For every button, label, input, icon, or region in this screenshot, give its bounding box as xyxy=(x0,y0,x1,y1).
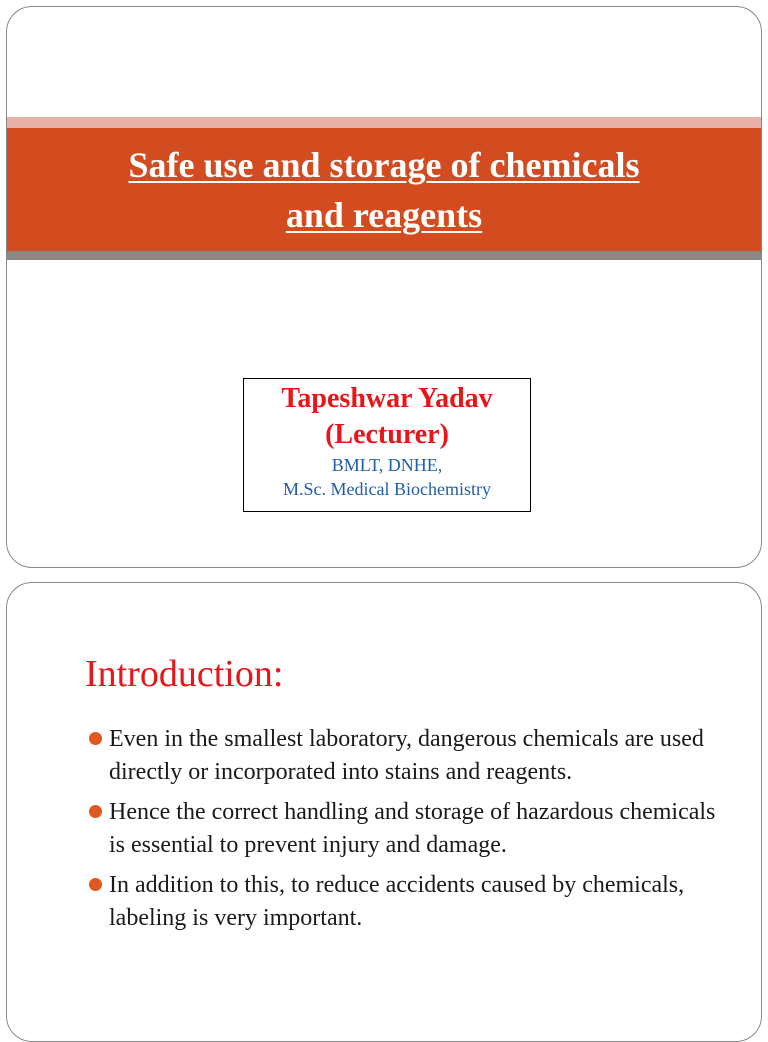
bullet-dot-icon xyxy=(89,805,102,818)
banner-bottom-band xyxy=(7,251,761,260)
author-box xyxy=(243,378,531,512)
introduction-heading: Introduction: xyxy=(85,653,284,695)
author-credentials-line-1: BMLT, DNHE, xyxy=(331,455,443,475)
bullet-list xyxy=(89,723,729,942)
author-role: (Lecturer) xyxy=(325,419,449,450)
list-item xyxy=(89,796,729,862)
author-name: Tapeshwar Yadav xyxy=(281,383,493,414)
title-slide xyxy=(6,6,762,568)
title-banner xyxy=(7,128,761,251)
introduction-slide xyxy=(6,582,762,1042)
list-item xyxy=(89,869,729,935)
list-item xyxy=(89,723,729,789)
bullet-dot-icon xyxy=(89,878,102,891)
banner-top-band xyxy=(7,117,761,128)
author-credentials-line-2: M.Sc. Medical Biochemistry xyxy=(283,479,491,499)
slide-title-line-2: and reagents xyxy=(285,194,483,235)
bullet-text: Even in the smallest laboratory, dangerous chemicals are used directly or incorporated into stains and reagents. xyxy=(109,726,704,785)
bullet-text: Hence the correct handling and storage of hazardous chemicals is essential to prevent injury and damage. xyxy=(109,799,716,858)
bullet-dot-icon xyxy=(89,732,102,745)
slide-title-line-1: Safe use and storage of chemicals xyxy=(128,144,640,185)
bullet-text: In addition to this, to reduce accidents caused by chemicals, labeling is very important. xyxy=(109,872,685,931)
slide-title xyxy=(129,140,640,240)
